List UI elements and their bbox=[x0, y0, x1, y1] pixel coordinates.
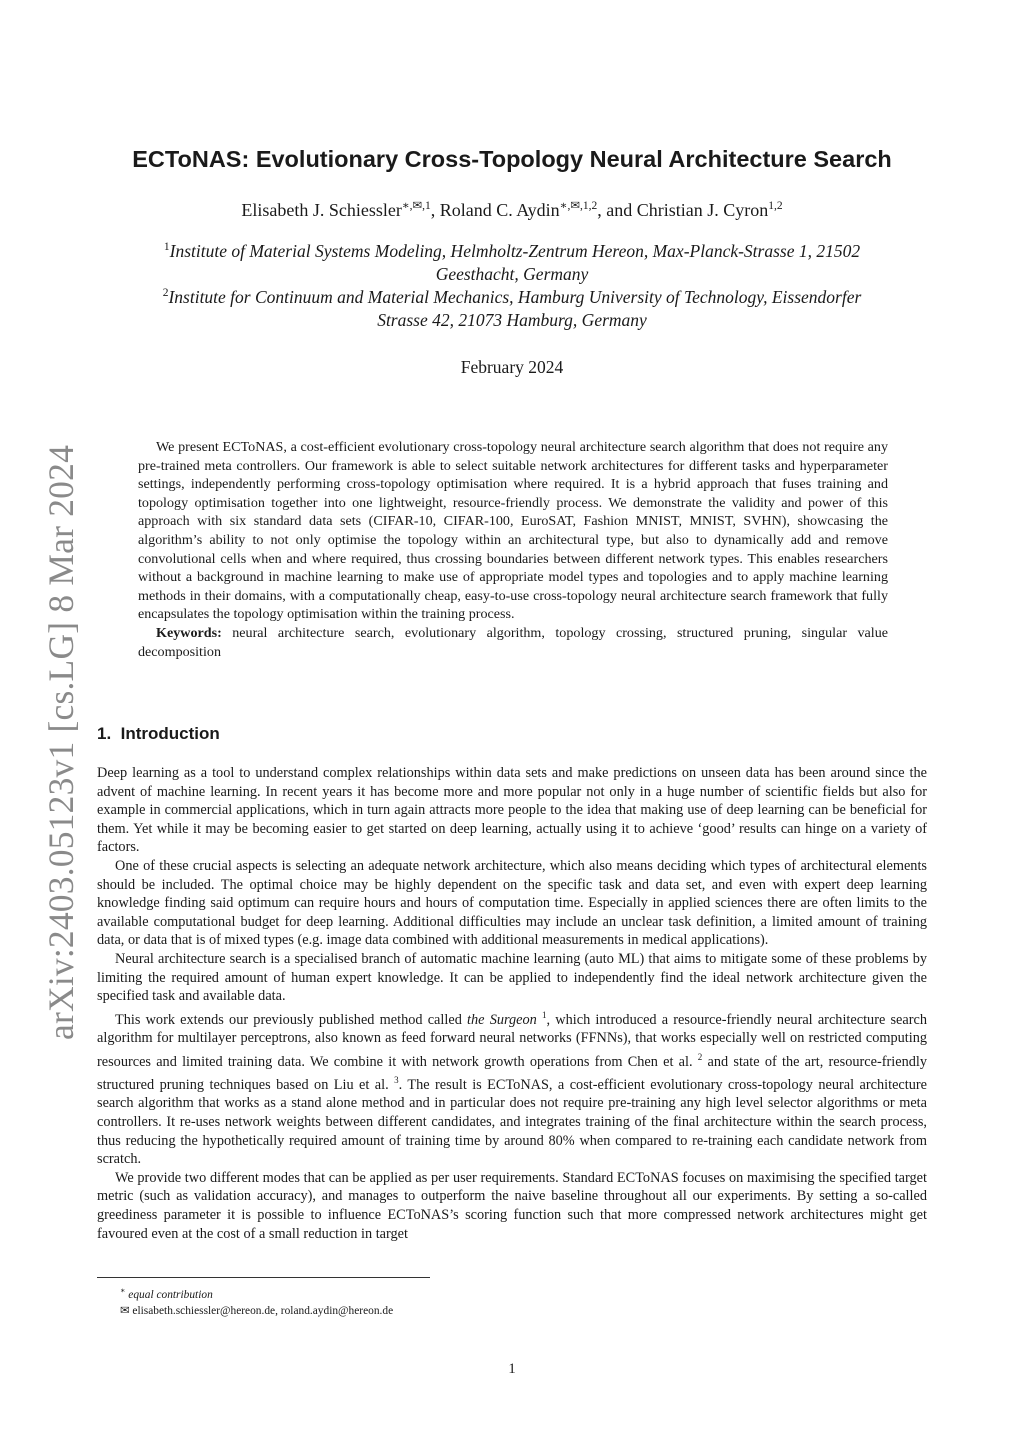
paragraph-text: This work extends our previously published method called bbox=[115, 1011, 468, 1028]
affiliation-1 bbox=[100, 236, 924, 286]
paper-title: ECToNAS: Evolutionary Cross-Topology Neural Architecture Search bbox=[132, 146, 892, 172]
author-affiliation-marks: 1,2 bbox=[768, 200, 783, 212]
affiliation-line: Strasse 42, 21073 Hamburg, Germany bbox=[377, 309, 647, 330]
affiliation-text: Institute for Continuum and Material Mechanics, Hamburg University of Technology, Eissendorfer bbox=[168, 286, 862, 307]
paragraph: One of these crucial aspects is selecting an adequate network architecture, which also means deciding which types of architectural elements should be included. The optimal choice may be highly dependent on the specific task and data set, and even with expert deep learning knowledge finding said optimum can require hours and hours of computation time. Especially in applied sciences there are often limits to the available computational budget for deep learning. Additional difficulties may include an unclear task definition, a limited amount of training data, or data that is of mixed types (e.g. image data combined with additional measurements in medical applications). bbox=[97, 857, 927, 949]
introduction-body bbox=[97, 764, 927, 1243]
keywords-line bbox=[138, 624, 888, 661]
keywords-label: Keywords: bbox=[156, 624, 222, 641]
keywords-text: neural architecture search, evolutionary algorithm, topology crossing, structured pruning, singular value decomposition bbox=[138, 624, 889, 660]
method-name-emphasis: the Surgeon bbox=[467, 1011, 537, 1028]
affiliation-line bbox=[100, 236, 924, 263]
footnote-mark: ∗ bbox=[120, 1286, 126, 1295]
affiliation-number: 1 bbox=[163, 241, 170, 253]
footnote-divider bbox=[97, 1277, 430, 1278]
paragraph-text: and state of the art, resource-friendly structured pruning techniques based on Liu et al. bbox=[97, 1053, 927, 1093]
affiliation-line: Geesthacht, Germany bbox=[435, 263, 589, 284]
envelope-icon: ✉ bbox=[120, 1304, 130, 1317]
paragraph: Neural architecture search is a specialised branch of automatic machine learning (auto ML) that aims to mitigate some of these problems by limiting the required amount of human expert knowledge. It can be applied to independently find the ideal network architecture given the specified task and available data. bbox=[97, 950, 927, 1005]
author-name: Christian J. Cyron bbox=[636, 200, 769, 220]
publication-date: February 2024 bbox=[460, 357, 564, 377]
abstract-text: We present ECToNAS, a cost-efficient evolutionary cross-topology neural architecture search algorithm that does not require any pre-trained meta controllers. Our framework is able to select suitable network architectures for different tasks and hyperparameter settings, independently performing cross-topology optimisation where required. It is a hybrid approach that fuses training and topology optimisation together into one lightweight, resource-friendly process. We demonstrate the validity and power of this approach with six standard data sets (CIFAR-10, CIFAR-100, EuroSAT, Fashion MNIST, MNIST, SVHN), showcasing the algorithm’s ability to not only optimise the topology within an architectural type, but also to dynamically add and remove convolutional cells when and where required, thus crossing boundaries between different network types. This enables researchers without a background in machine learning to make use of appropriate model types and topologies and to apply machine learning methods in their domains, with a computationally cheap, easy-to-use cross-topology neural architecture search framework that fully encapsulates the topology optimisation within the training process. bbox=[138, 439, 888, 623]
footnote-text: equal contribution bbox=[128, 1288, 213, 1301]
paragraph-text: , which introduced a resource-friendly neural architecture search algorithm for multilayer perceptrons, also known as feed forward neural networks (FFNNs), that works especially well on restricted computing resources and limited training data. We combine it with network growth operations from Chen et al. bbox=[97, 1011, 928, 1070]
footnote-emails bbox=[120, 1303, 393, 1319]
section-number: 1. bbox=[97, 724, 112, 743]
footnote-equal-contribution bbox=[120, 1283, 393, 1303]
author-separator: , and bbox=[597, 200, 637, 220]
affiliation-2 bbox=[100, 282, 924, 332]
affiliation-text: Institute of Material Systems Modeling, Helmholtz-Zentrum Hereon, Max-Planck-Strasse 1, 21502 bbox=[169, 240, 861, 261]
section-heading-introduction bbox=[97, 724, 220, 744]
affiliation-number: 2 bbox=[162, 287, 169, 299]
footnote-email-text[interactable]: elisabeth.schiessler@hereon.de, roland.aydin@hereon.de bbox=[132, 1304, 394, 1317]
citation-link[interactable]: 1 bbox=[542, 1009, 547, 1020]
citation-link[interactable]: 3 bbox=[394, 1075, 399, 1086]
author-list bbox=[0, 198, 1024, 221]
author-name: Roland C. Aydin bbox=[439, 200, 560, 220]
paragraph bbox=[97, 1006, 927, 1169]
paragraph-text: . The result is ECToNAS, a cost-efficient evolutionary cross-topology neural architecture search algorithm that works as a stand alone method and in particular does not require pre-training any high level selector algorithms or meta controllers. It re-uses network weights between different candidates, and integrates training of the final architecture within the search process, thus reducing the hypothetically required amount of training time by around 80% when compared to re-training each candidate network from scratch. bbox=[97, 1076, 927, 1168]
page-number: 1 bbox=[508, 1361, 516, 1377]
footnotes bbox=[120, 1283, 393, 1319]
affiliation-line bbox=[100, 282, 924, 309]
author-name: Elisabeth J. Schiessler bbox=[241, 200, 402, 220]
author-affiliation-marks: ∗,✉,1 bbox=[401, 200, 431, 212]
author-affiliation-marks: ∗,✉,1,2 bbox=[559, 200, 598, 212]
author-separator: , bbox=[430, 200, 440, 220]
section-title: Introduction bbox=[120, 724, 220, 743]
citation-link[interactable]: 2 bbox=[697, 1051, 703, 1062]
abstract bbox=[138, 438, 888, 661]
arxiv-identifier-stamp: arXiv:2403.05123v1 [cs.LG] 8 Mar 2024 bbox=[41, 444, 81, 1040]
paragraph: Deep learning as a tool to understand complex relationships within data sets and make predictions on unseen data has been around since the advent of machine learning. In recent years it has become more and more popular not only in a huge number of scientific fields but also for example in commercial applications, which in turn again attracts more people to the idea that making use of deep learning can be beneficial for them. Yet while it may be becoming easier to get started on deep learning, actually using it to achieve ‘good’ results can hinge on a variety of factors. bbox=[97, 765, 927, 856]
paragraph: We provide two different modes that can be applied as per user requirements. Standard ECToNAS focuses on maximising the specified target metric (such as validation accuracy), and manages to outperform the naive baseline throughout all our experiments. By setting a so-called greediness parameter it is possible to influence ECToNAS’s scoring function such that more compressed network architectures might get favoured even at the cost of a small reduction in target bbox=[97, 1169, 927, 1242]
